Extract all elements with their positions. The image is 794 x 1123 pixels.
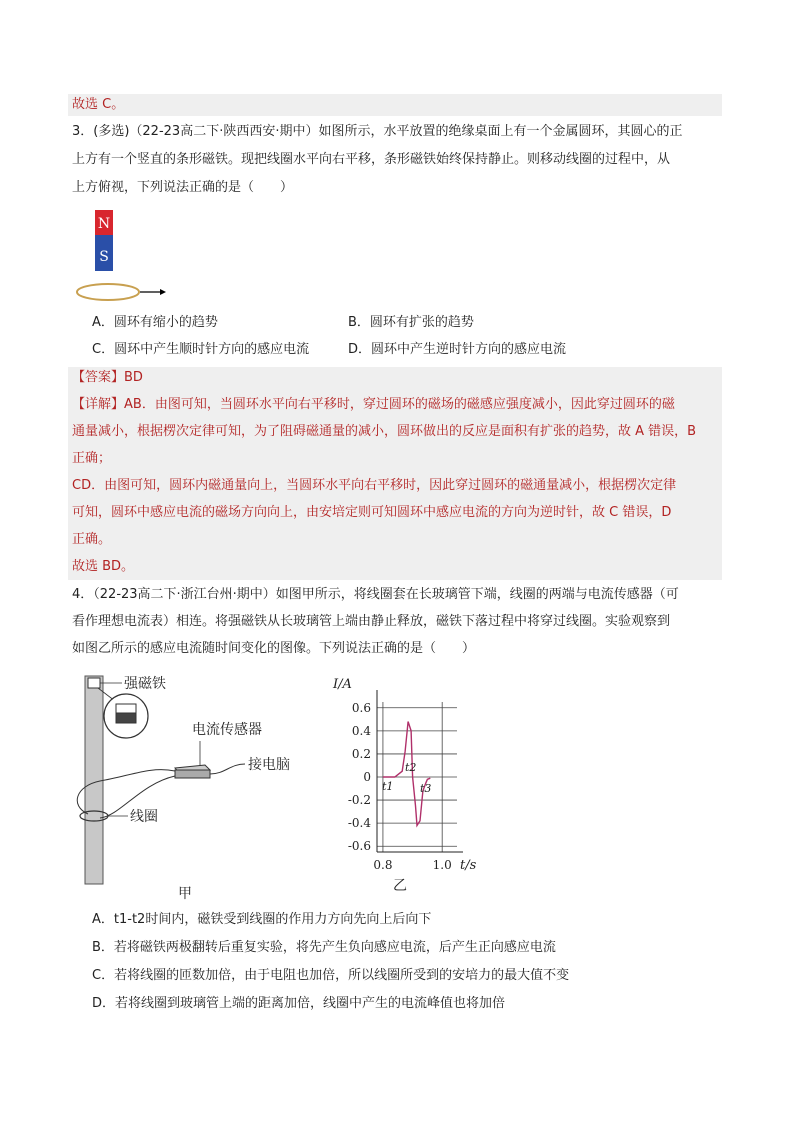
label-t2: t2 [405,761,417,774]
y-tick-label: 0.4 [351,723,371,738]
zoom-magnet-top [116,704,136,713]
computer-wire [210,764,245,774]
q3-detail-line2: 通量减小，根据楞次定律可知，为了阻碍磁通量的减小，圆环做出的反应是面积有扩张的趋势，故 A 错误，B [72,424,697,439]
q3-answer [72,368,143,388]
q3-stem-line2: 上方有一个竖直的条形磁铁。现把线圈水平向右平移，条形磁铁始终保持静止。则移动线圈的过程中，从 [72,152,671,167]
q4-figure-yi-chart [325,672,485,898]
x-tick-label: 1.0 [432,858,452,872]
q3-figure-magnet-ring [70,205,170,305]
prev-answer-shade [68,94,722,116]
q3-detail-line3: 正确； [72,451,112,466]
detail-text-1: AB．由图可知，当圆环水平向右平移时，穿过圆环的磁场的磁感应强度减小，因此穿过圆环的磁 [124,397,675,412]
caption-yi: 乙 [393,878,407,894]
label-t1: t1 [382,780,394,793]
metal-ring [77,284,139,300]
y-tick-label: -0.6 [347,839,371,854]
label-t3: t3 [420,782,432,795]
x-axis-label: t/s [460,858,477,873]
label-current-sensor: 电流传感器 [192,722,262,738]
answer-value: BD [124,370,143,385]
y-tick-label: -0.2 [347,793,371,808]
current-sensor-body [175,770,210,778]
caption-jia: 甲 [178,886,192,902]
q3-detail-line4: CD．由图可知，圆环内磁通量向上，当圆环水平向右平移时，因此穿过圆环的磁通量减小，根据楞次定律 [72,478,677,493]
q4-option-b[interactable]: B．若将磁铁两极翻转后重复实验，将先产生负向感应电流，后产生正向感应电流 [92,940,556,955]
detail-tag: 【详解】 [72,397,125,412]
q3-option-b[interactable]: B．圆环有扩张的趋势 [348,315,474,330]
magnet-s-label: S [99,249,109,265]
q3-option-a[interactable]: A．圆环有缩小的趋势 [92,315,218,330]
q4-option-d[interactable]: D．若将线圈到玻璃管上端的距离加倍，线圈中产生的电流峰值也将加倍 [92,996,506,1011]
answer-tag: 【答案】 [72,370,125,385]
q3-final-answer: 故选 BD。 [72,559,135,574]
move-right-arrowhead [160,289,166,295]
label-computer: 接电脑 [248,757,290,773]
magnet-n-label: N [97,216,111,232]
y-tick-label: 0 [363,770,371,784]
glass-tube [85,676,103,884]
q4-stem-line2: 看作理想电流表）相连。将强磁铁从长玻璃管上端由静止释放，磁铁下落过程中将穿过线圈。实验观察到 [72,614,671,629]
label-coil: 线圈 [130,809,158,825]
zoom-magnet-bottom [116,713,136,723]
q3-detail-line6: 正确。 [72,532,112,547]
strong-magnet [88,678,100,688]
q3-stem-line1: 3．(多选)（22-23高二下·陕西西安·期中）如图所示，水平放置的绝缘桌面上有一个金属圆环，其圆心的正 [72,124,683,139]
q4-option-a[interactable]: A．t1-t2时间内，磁铁受到线圈的作用力方向先向上后向下 [92,912,432,927]
q4-stem-line3: 如图乙所示的感应电流随时间变化的图像。下列说法正确的是（ ） [72,641,476,656]
q3-detail-line5: 可知，圆环中感应电流的磁场方向向上，由安培定则可知圆环中感应电流的方向为逆时针，故 C 错误，D [72,505,672,520]
x-tick-label: 0.8 [373,858,393,872]
y-tick-label: -0.4 [347,816,371,831]
y-tick-label: 0.6 [351,700,371,715]
y-tick-label: 0.2 [351,746,371,761]
q4-option-c[interactable]: C．若将线圈的匝数加倍，由于电阻也加倍，所以线圈所受到的安培力的最大值不变 [92,968,570,983]
q4-stem-line1: 4．（22-23高二下·浙江台州·期中）如图甲所示，将线圈套在长玻璃管下端，线圈的两端与电流传感器（可 [72,587,679,602]
label-strong-magnet: 强磁铁 [124,676,166,692]
y-axis-label: I/A [333,677,352,692]
q4-figure-jia [60,666,320,906]
q3-option-d[interactable]: D．圆环中产生逆时针方向的感应电流 [348,342,567,357]
q3-option-c[interactable]: C．圆环中产生顺时针方向的感应电流 [92,342,310,357]
q3-detail-line1 [72,395,675,415]
prev-answer: 故选 C。 [72,97,125,112]
q3-stem-line3: 上方俯视，下列说法正确的是（ ） [72,180,294,195]
